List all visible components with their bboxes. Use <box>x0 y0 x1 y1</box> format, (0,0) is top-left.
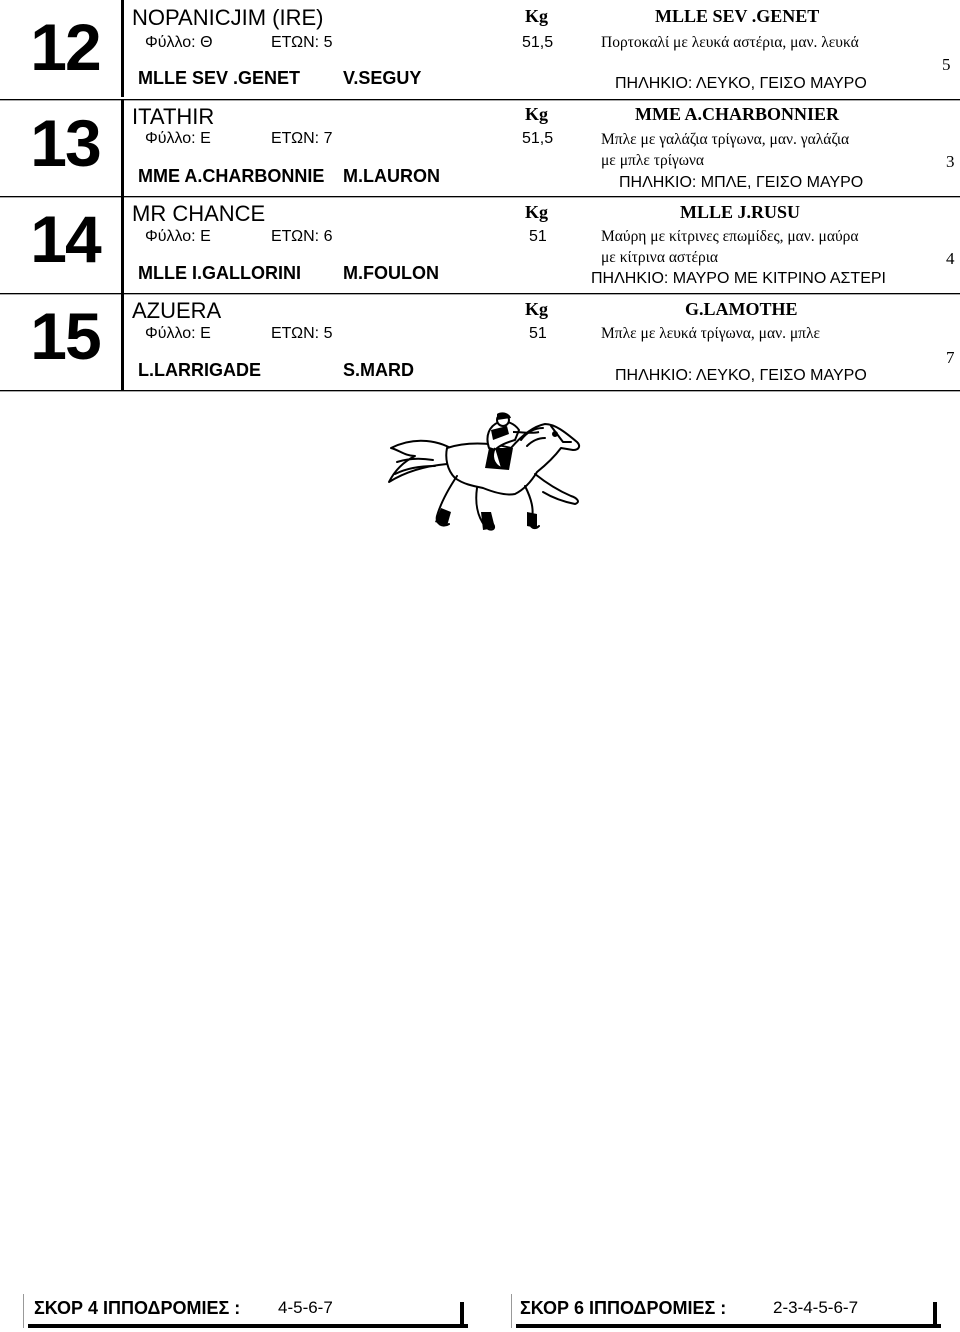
score-4-edge <box>460 1302 464 1328</box>
weight-unit: Kg <box>525 202 549 222</box>
score-4-underline <box>28 1324 468 1328</box>
entry-number-cell <box>5 100 124 197</box>
score-4-value: 4-5-6-7 <box>278 1298 333 1317</box>
trainer-name: V.SEGUY <box>343 68 422 88</box>
weight-value: 51 <box>529 325 547 342</box>
cap-description: ΠΗΛΗΚΙΟ: ΜΠΛΕ, ΓΕΙΣΟ ΜΑΥΡΟ <box>619 174 864 191</box>
trainer-name: S.MARD <box>343 360 414 380</box>
horse-sex: Φύλλο: Θ <box>145 34 213 51</box>
horse-name: ITATHIR <box>132 104 215 129</box>
score-6-underline <box>516 1324 941 1328</box>
horse-name: NOPANICJIM (IRE) <box>132 5 324 30</box>
row-divider <box>0 390 960 391</box>
entry-number-cell <box>5 294 124 391</box>
horse-age: ΕΤΩΝ: 6 <box>271 228 333 245</box>
trainer-name: M.LAURON <box>343 166 440 186</box>
trainer-name: M.FOULON <box>343 263 439 283</box>
entry-row <box>5 0 960 97</box>
jockey-name: L.LARRIGADE <box>138 360 261 380</box>
entry-number-cell <box>5 197 124 294</box>
entry-number: 12 <box>30 10 100 84</box>
owner-name: MME A.CHARBONNIER <box>635 104 840 124</box>
colors-description-continued: με μπλε τρίγωνα <box>601 152 705 169</box>
entry-row <box>5 197 960 294</box>
horse-age: ΕΤΩΝ: 5 <box>271 325 333 342</box>
jockey-name: MME A.CHARBONNIE <box>138 166 325 186</box>
weight-unit: Kg <box>525 6 549 26</box>
cap-description: ΠΗΛΗΚΙΟ: ΛΕΥΚΟ, ΓΕΙΣΟ ΜΑΥΡΟ <box>615 75 867 92</box>
weight-value: 51,5 <box>522 34 554 51</box>
weight-unit: Kg <box>525 104 549 124</box>
draw-number: 5 <box>942 55 951 74</box>
owner-name: MLLE SEV .GENET <box>655 6 820 26</box>
cap-description: ΠΗΛΗΚΙΟ: ΜΑΥΡΟ ΜΕ ΚΙΤΡΙΝΟ ΑΣΤΕΡΙ <box>591 270 886 287</box>
colors-description: Μπλε με λευκά τρίγωνα, μαν. μπλε <box>601 325 820 342</box>
horse-age: ΕΤΩΝ: 7 <box>271 130 333 147</box>
owner-name: MLLE J.RUSU <box>680 202 801 222</box>
colors-description: Μπλε με γαλάζια τρίγωνα, μαν. γαλάζια <box>601 131 850 148</box>
horse-jockey-icon <box>385 412 590 534</box>
horse-age: ΕΤΩΝ: 5 <box>271 34 333 51</box>
weight-value: 51 <box>529 228 547 245</box>
entry-row <box>5 294 960 391</box>
score-4-label: ΣΚΟΡ 4 ΙΠΠΟΔΡΟΜΙΕΣ : <box>34 1298 241 1318</box>
weight-value: 51,5 <box>522 130 554 147</box>
entry-number-cell <box>5 0 124 97</box>
weight-unit: Kg <box>525 299 549 319</box>
jockey-name: MLLE SEV .GENET <box>138 68 301 88</box>
draw-number: 3 <box>946 152 955 171</box>
colors-description-continued: με κίτρινα αστέρια <box>601 249 719 266</box>
cap-description: ΠΗΛΗΚΙΟ: ΛΕΥΚΟ, ΓΕΙΣΟ ΜΑΥΡΟ <box>615 367 867 384</box>
horse-sex: Φύλλο: Ε <box>145 325 211 342</box>
colors-description: Πορτοκαλί με λευκά αστέρια, μαν. λευκά <box>601 34 859 51</box>
horse-name: AZUERA <box>132 298 222 323</box>
entry-number: 14 <box>30 202 100 276</box>
entry-row <box>5 100 960 197</box>
draw-number: 4 <box>946 249 955 268</box>
horse-sex: Φύλλο: Ε <box>145 130 211 147</box>
score-6-label: ΣΚΟΡ 6 ΙΠΠΟΔΡΟΜΙΕΣ : <box>520 1298 727 1318</box>
owner-name: G.LAMOTHE <box>685 299 798 319</box>
score-6-value: 2-3-4-5-6-7 <box>773 1298 859 1317</box>
draw-number: 7 <box>946 348 955 367</box>
horse-name: MR CHANCE <box>132 201 266 226</box>
entry-number: 13 <box>30 106 100 180</box>
horse-sex: Φύλλο: Ε <box>145 228 211 245</box>
entry-number: 15 <box>30 299 100 373</box>
colors-description: Μαύρη με κίτρινες επωμίδες, μαν. μαύρα <box>601 228 859 245</box>
jockey-name: MLLE I.GALLORINI <box>138 263 301 283</box>
score-6-edge <box>933 1302 937 1328</box>
